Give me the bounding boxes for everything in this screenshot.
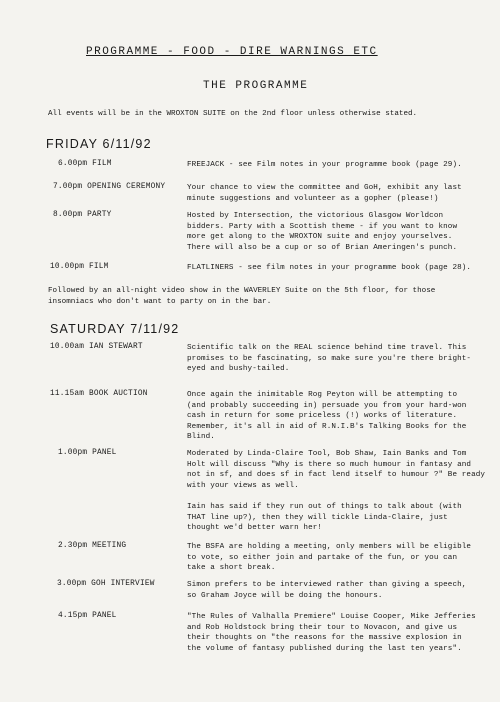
friday-event-label: 10.00pm FILM: [50, 263, 109, 271]
saturday-event-desc: Scientific talk on the REAL science behind time travel. This promises to be fascinating, so make sure you're there bright- eyed and bushy-tailed.: [187, 344, 472, 374]
friday-event-desc: Hosted by Intersection, the victorious Glasgow Worldcon bidders. Party with a Scottish theme - if you want to know more get along to the WROXTON suite and enjoy yourselves. There will also be a cup or so of Brian Ameringen's punch.: [187, 212, 458, 252]
friday-event-desc: Your chance to view the committee and GoH, exhibit any last minute suggestions and volunteer as a gopher (please!): [187, 184, 462, 203]
saturday-event-label: 4.15pm PANEL: [58, 612, 117, 620]
saturday-event-desc: The BSFA are holding a meeting, only members will be eligible to vote, so either join and partake of the fun, or you can take a short break.: [187, 543, 472, 573]
saturday-event-label: 2.30pm MEETING: [58, 542, 127, 550]
saturday-event-desc: "The Rules of Valhalla Premiere" Louise Cooper, Mike Jefferies and Rob Holdstock bring their tour to Novacon, and give us their thoughts on "the reasons for the massive explosion in the volume of fantasy published during the last ten years".: [187, 613, 476, 653]
friday-event-label: 6.00pm FILM: [58, 160, 112, 168]
saturday-event-label: 11.15am BOOK AUCTION: [50, 390, 148, 398]
friday-event-label: 7.00pm OPENING CEREMONY: [53, 183, 166, 191]
intro-text: All events will be in the WROXTON SUITE on the 2nd floor unless otherwise stated.: [48, 110, 418, 118]
friday-event-desc: FREEJACK - see Film notes in your programme book (page 29).: [187, 161, 462, 169]
page-title: PROGRAMME - FOOD - DIRE WARNINGS ETC: [86, 46, 378, 58]
saturday-event-desc: Simon prefers to be interviewed rather than giving a speech, so Graham Joyce will be doing the honours.: [187, 581, 467, 600]
friday-event-label: 8.00pm PARTY: [53, 211, 112, 219]
friday-note: Followed by an all-night video show in the WAVERLEY Suite on the 5th floor, for those insomniacs who don't want to party on in the bar.: [48, 287, 436, 306]
section-title: THE PROGRAMME: [203, 80, 309, 92]
saturday-event-label: 3.00pm GOH INTERVIEW: [57, 580, 155, 588]
friday-heading: FRIDAY 6/11/92: [46, 137, 152, 151]
saturday-event-desc: Once again the inimitable Rog Peyton will be attempting to (and probably succeeding in) persuade you from your hard-won cash in return for some priceless (!) works of literature. Remember, it's all in aid of R.N.I.B's Talking Books for the Blind.: [187, 391, 467, 442]
saturday-event-label: 1.00pm PANEL: [58, 449, 117, 457]
friday-event-desc: FLATLINERS - see film notes in your programme book (page 28).: [187, 264, 472, 272]
saturday-event-desc: Moderated by Linda-Claire Tool, Bob Shaw, Iain Banks and Tom Holt will discuss "Why is there so much humour in fantasy and not in sf, and does sf in fact lend itself to humour ?" Be ready with your views as well. Iain has said if they run out of things to talk about (with THAT line up?), then they will tickle Linda-Claire, just thought we'd better warn her!: [187, 450, 486, 533]
saturday-heading: SATURDAY 7/11/92: [50, 322, 180, 336]
saturday-event-label: 10.00am IAN STEWART: [50, 343, 143, 351]
